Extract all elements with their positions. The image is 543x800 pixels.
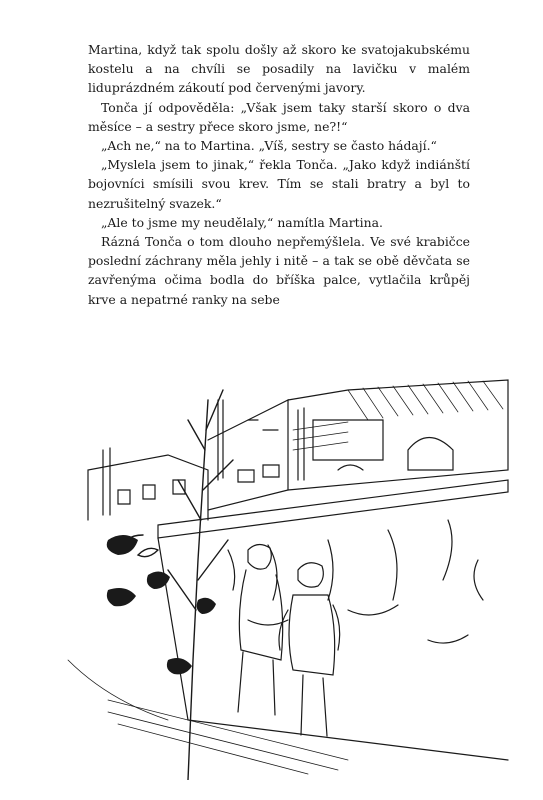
ink-illustration [48, 360, 518, 780]
tree [123, 390, 233, 780]
roof-hatching [293, 381, 503, 450]
ground [68, 660, 348, 774]
body-text [88, 40, 470, 309]
two-girls [238, 544, 340, 736]
illustration-drawing [48, 360, 518, 780]
paragraph-6: Rázná Tonča o tom dlouho nepřemýšlela. Ve své krabičce poslední záchrany měla jehly i nitě – a tak se obě děvčata se zavřenýma očima bodla do bříška palce, vytlačila krůpěj krve a nepatrné ranky na sebe [88, 234, 470, 307]
buildings [88, 380, 508, 520]
paragraph-5: „Ale to jsme my neudělaly,“ namítla Martina. [101, 214, 383, 230]
paragraph-2: Tonča jí odpověděla: „Však jsem taky starší skoro o dva měsíce – a sestry přece skoro jsme, ne?!“ [88, 99, 470, 134]
paragraph-1: Martina, když tak spolu došly až skoro ke svatojakubskému kostelu a na chvíli se posadily na lavičku v malém liduprázdném zákoutí pod červenými javory. [88, 42, 470, 96]
paragraph-3: „Ach ne,“ na to Martina. „Víš, sestry se často hádají.“ [101, 138, 437, 154]
paragraph-4: „Myslela jsem to jinak,“ řekla Tonča. „Jako když indiánští bojovníci smísili svou krev. Tím se stali bratry a byl to nezrušitelný svazek.“ [88, 157, 470, 211]
